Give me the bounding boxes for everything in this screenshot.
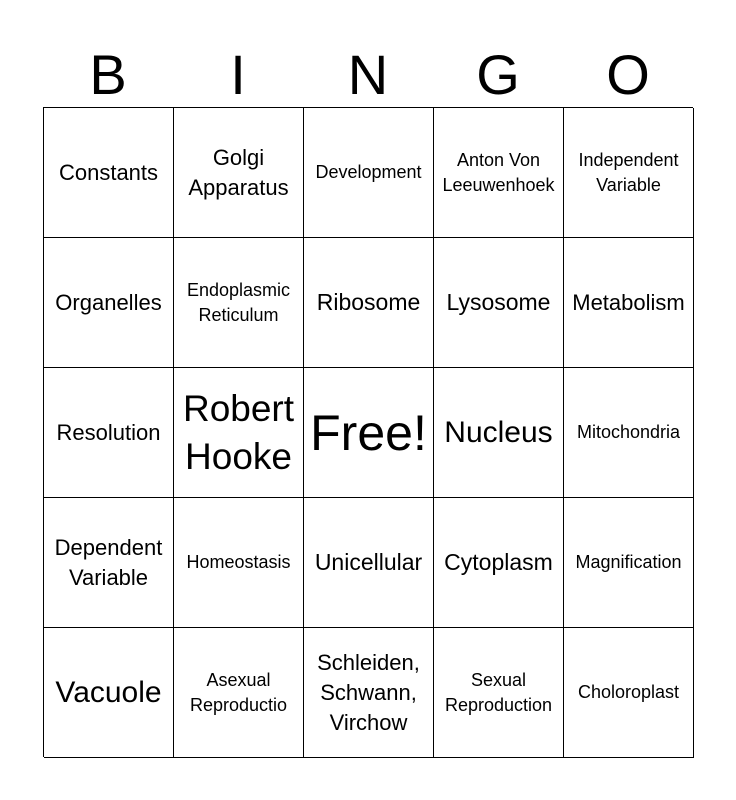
cell-label: Cytoplasm <box>444 549 553 575</box>
free-space-cell[interactable] <box>304 368 434 498</box>
cell-label: Anton Von Leeuwenhoek <box>442 149 555 195</box>
cell-label: Golgi Apparatus <box>188 144 289 200</box>
bingo-cell[interactable] <box>304 628 434 758</box>
bingo-card <box>43 107 693 757</box>
cell-label: Independent Variable <box>578 149 679 195</box>
cell-label: Endoplasmic Reticulum <box>186 279 291 325</box>
bingo-cell[interactable] <box>44 108 174 238</box>
cell-label: Vacuole <box>55 675 162 709</box>
cell-label: Lysosome <box>446 289 551 315</box>
bingo-cell[interactable] <box>564 628 694 758</box>
bingo-cell[interactable] <box>174 238 304 368</box>
cell-label: Development <box>315 162 422 182</box>
header-letter-i: I <box>230 43 246 106</box>
cell-label: Schleiden, Schwann, Virchow <box>317 649 420 735</box>
cell-label: Mitochondria <box>576 422 681 442</box>
bingo-cell[interactable] <box>434 628 564 758</box>
cell-label: Sexual Reproduction <box>444 669 553 715</box>
cell-label: Homeostasis <box>186 552 291 572</box>
bingo-cell[interactable] <box>174 108 304 238</box>
bingo-cell[interactable] <box>564 108 694 238</box>
free-space-label: Free! <box>310 404 427 461</box>
bingo-cell[interactable] <box>564 368 694 498</box>
bingo-cell[interactable] <box>564 498 694 628</box>
cell-label: Resolution <box>56 419 161 445</box>
bingo-cell[interactable] <box>304 498 434 628</box>
bingo-cell[interactable] <box>44 628 174 758</box>
bingo-header <box>43 44 693 106</box>
cell-label: Robert Hooke <box>182 387 295 477</box>
header-letter-g: G <box>476 43 520 106</box>
bingo-cell[interactable] <box>434 368 564 498</box>
bingo-cell[interactable] <box>304 238 434 368</box>
bingo-cell[interactable] <box>44 498 174 628</box>
bingo-cell[interactable] <box>434 498 564 628</box>
bingo-cell[interactable] <box>304 108 434 238</box>
cell-label: Dependent Variable <box>54 534 163 590</box>
cell-label: Metabolism <box>572 289 685 315</box>
cell-label: Unicellular <box>314 549 423 575</box>
bingo-cell[interactable] <box>434 238 564 368</box>
cell-label: Choloroplast <box>577 682 680 702</box>
cell-label: Organelles <box>55 289 162 315</box>
cell-label: Constants <box>58 159 159 185</box>
bingo-cell[interactable] <box>44 238 174 368</box>
header-letter-n: N <box>347 43 389 106</box>
header-letter-b: B <box>89 43 127 106</box>
bingo-cell[interactable] <box>44 368 174 498</box>
bingo-cell[interactable] <box>564 238 694 368</box>
cell-label: Magnification <box>575 552 682 572</box>
cell-label: Asexual Reproductio <box>189 669 288 715</box>
cell-label: Ribosome <box>316 289 421 315</box>
bingo-cell[interactable] <box>174 368 304 498</box>
bingo-cell[interactable] <box>174 498 304 628</box>
header-letter-o: O <box>606 43 650 106</box>
bingo-cell[interactable] <box>174 628 304 758</box>
cell-label: Nucleus <box>444 415 553 449</box>
bingo-cell[interactable] <box>434 108 564 238</box>
